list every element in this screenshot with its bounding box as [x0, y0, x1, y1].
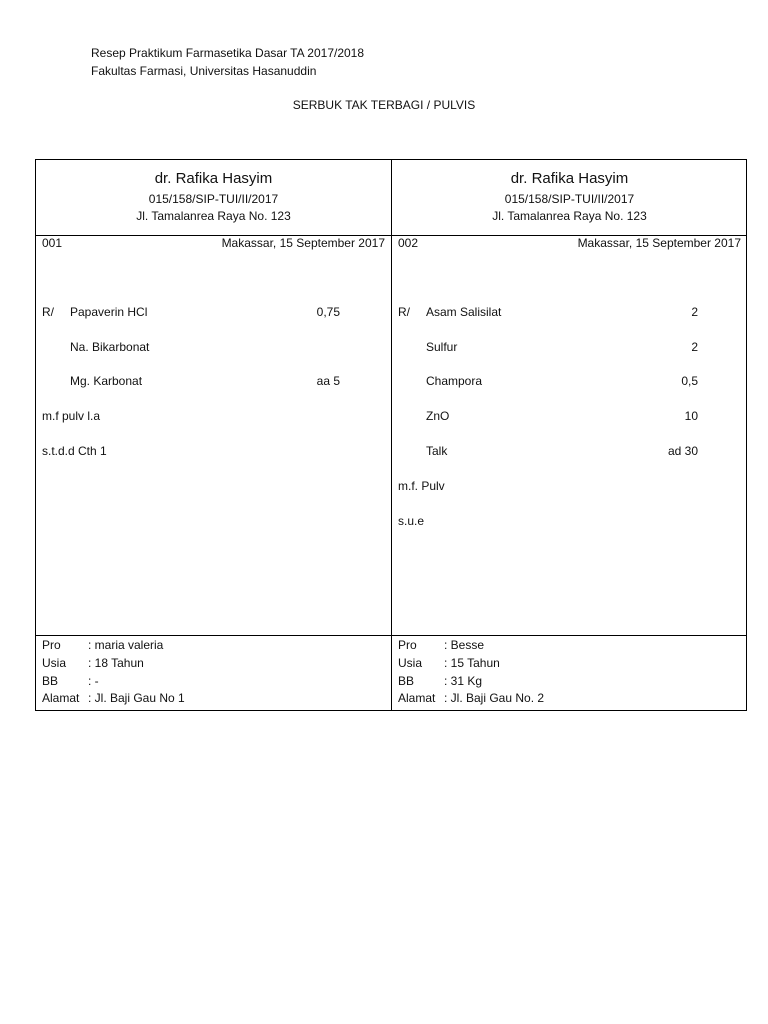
ingredient-name: Papaverin HCl [70, 305, 148, 319]
ingredient-name: Sulfur [426, 340, 458, 354]
ingredient-qty: 2 [691, 340, 698, 354]
doctor-sip-number: 015/158/SIP-TUI/II/2017 [148, 192, 279, 206]
patient-label: Alamat [398, 691, 436, 705]
patient-label: Usia [398, 656, 423, 670]
patient-name: : Besse [444, 638, 485, 652]
patient-label: Pro [42, 638, 61, 652]
ingredient-qty: 2 [691, 305, 698, 319]
patient-weight: : 31 Kg [444, 674, 483, 688]
ingredient-qty: 0,75 [316, 305, 340, 319]
instruction-line: s.u.e [398, 514, 425, 528]
prescription-sheet [35, 159, 747, 711]
patient-label: BB [398, 674, 415, 688]
instruction-line: m.f pulv l.a [42, 409, 101, 423]
patient-address-row [42, 691, 185, 705]
header-institution-line: Resep Praktikum Farmasetika Dasar TA 2017/2018 [91, 46, 365, 60]
ingredient-qty: aa 5 [316, 374, 340, 388]
ingredient-qty: ad 30 [667, 444, 698, 458]
patient-weight-row [398, 674, 482, 688]
document-title: SERBUK TAK TERBAGI / PULVIS [292, 98, 476, 112]
doctor-name: dr. Rafika Hasyim [510, 170, 629, 187]
patient-age: : 18 Tahun [88, 656, 144, 670]
ingredient-qty: 10 [684, 409, 698, 423]
patient-name-row [42, 638, 163, 652]
prescription-card-001 [36, 160, 391, 710]
patient-age-row [42, 656, 144, 670]
prescription-date: Makassar, 15 September 2017 [577, 236, 741, 250]
ingredient-name: Asam Salisilat [426, 305, 502, 319]
header-faculty-line: Fakultas Farmasi, Universitas Hasanuddin [91, 64, 317, 78]
ingredient-name: ZnO [426, 409, 450, 423]
ingredient-name: Mg. Karbonat [70, 374, 143, 388]
patient-address-row [398, 691, 544, 705]
patient-label: BB [42, 674, 59, 688]
doctor-sip-number: 015/158/SIP-TUI/II/2017 [504, 192, 635, 206]
patient-weight-row [42, 674, 99, 688]
patient-age: : 15 Tahun [444, 656, 500, 670]
patient-address: : Jl. Baji Gau No. 2 [444, 691, 545, 705]
ingredient-qty: 0,5 [681, 374, 698, 388]
recipe-symbol: R/ [398, 305, 410, 319]
doctor-address: Jl. Tamalanrea Raya No. 123 [492, 209, 647, 223]
prescription-number: 002 [398, 236, 419, 250]
patient-label: Pro [398, 638, 417, 652]
instruction-line: s.t.d.d Cth 1 [42, 444, 107, 458]
doctor-name: dr. Rafika Hasyim [154, 170, 273, 187]
prescription-card-002 [392, 160, 747, 710]
patient-weight: : - [88, 674, 99, 688]
patient-name: : maria valeria [88, 638, 164, 652]
ingredient-name: Na. Bikarbonat [70, 340, 150, 354]
instruction-line: m.f. Pulv [398, 479, 445, 493]
prescription-number: 001 [42, 236, 63, 250]
patient-address: : Jl. Baji Gau No 1 [88, 691, 185, 705]
patient-label: Usia [42, 656, 67, 670]
doctor-address: Jl. Tamalanrea Raya No. 123 [136, 209, 291, 223]
patient-age-row [398, 656, 500, 670]
ingredient-name: Talk [426, 444, 448, 458]
patient-name-row [398, 638, 484, 652]
prescription-date: Makassar, 15 September 2017 [221, 236, 385, 250]
ingredient-name: Champora [426, 374, 483, 388]
recipe-symbol: R/ [42, 305, 54, 319]
patient-label: Alamat [42, 691, 80, 705]
